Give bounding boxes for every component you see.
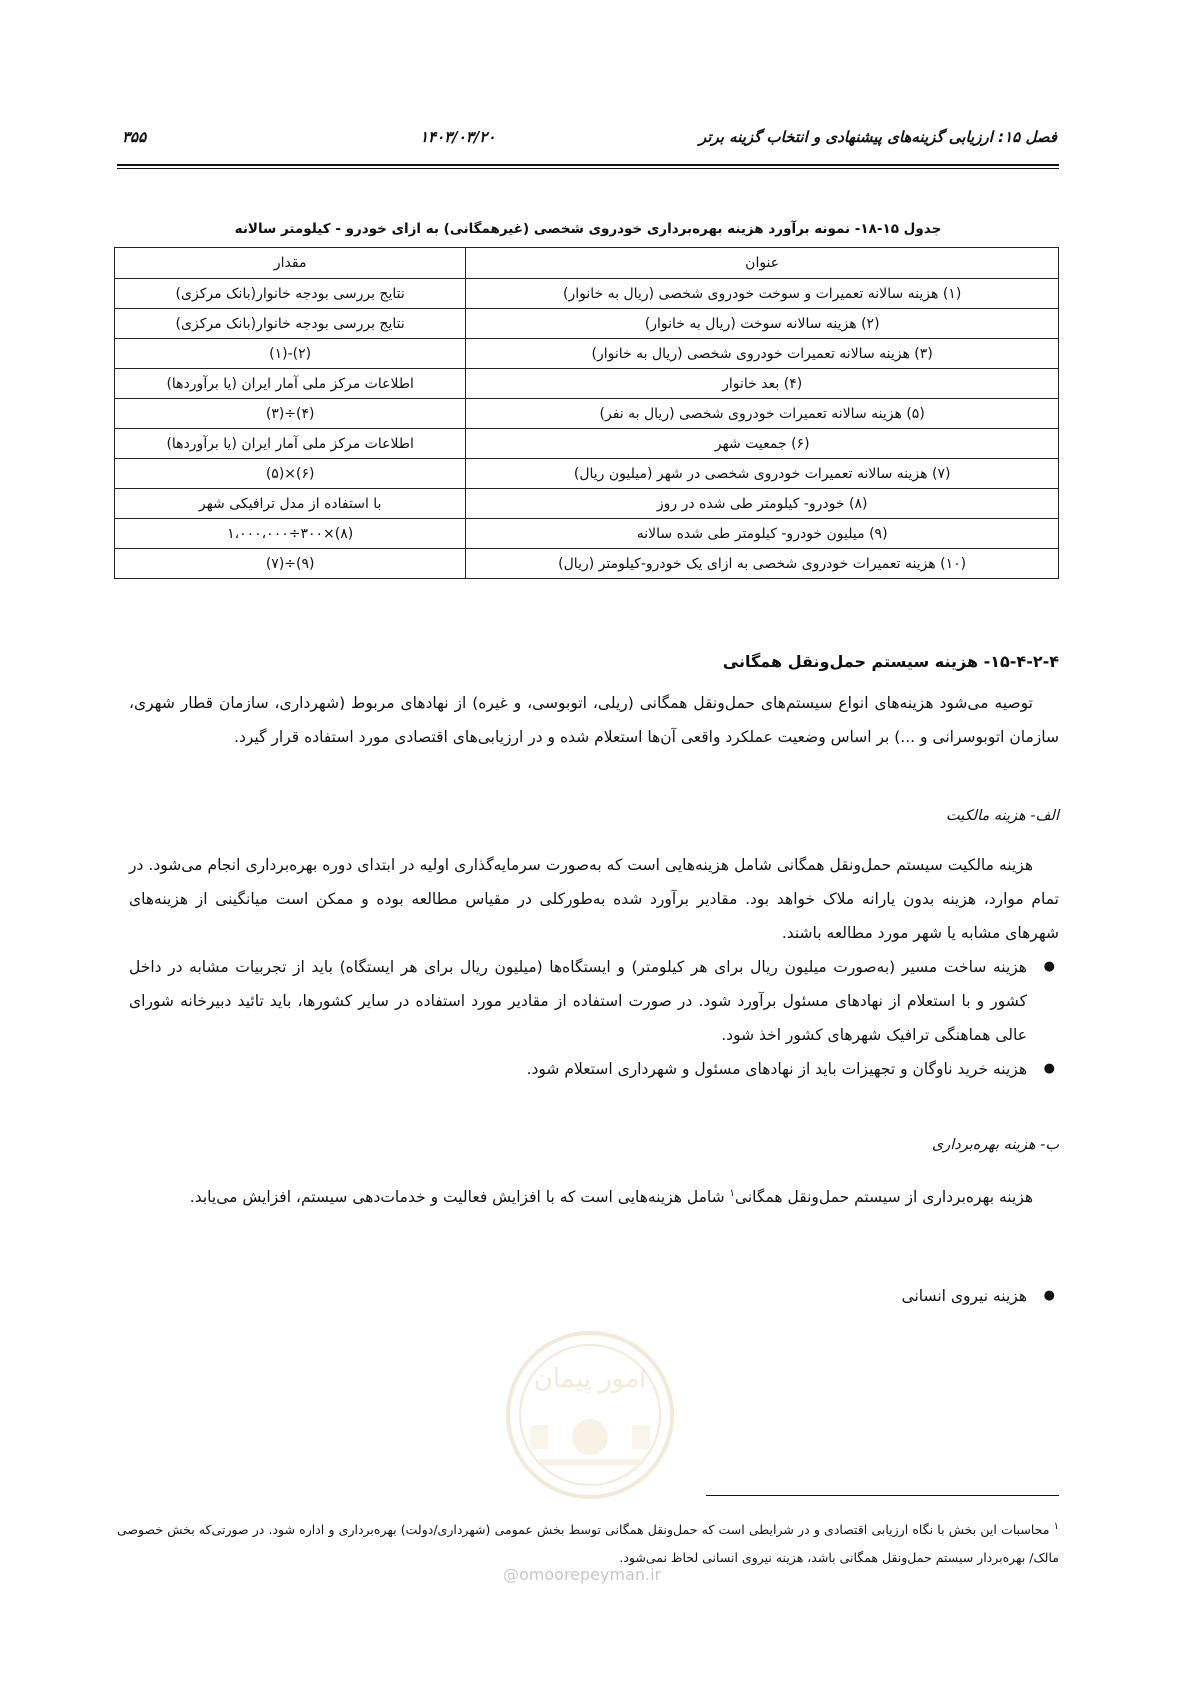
header-rule-thin	[117, 168, 1059, 169]
subheading-operation-cost: ب- هزینه بهره‌برداری	[931, 1137, 1059, 1153]
table-header-row	[115, 248, 1059, 279]
table-cell-title: (۴) بعد خانوار	[466, 369, 1059, 399]
table-row	[115, 489, 1059, 519]
footnote-reference[interactable]: ۱	[729, 1188, 735, 1199]
table-cell-title: (۸) خودرو- کیلومتر طی شده در روز	[466, 489, 1059, 519]
footnote-text: محاسبات این بخش با نگاه ارزیابی اقتصادی و در شرایطی است که حمل‌ونقل همگانی توسط بخش عمومی (شهرداری/دولت) بهره‌برداری و اداره شود. در صورتی‌که بخش خصوصی مالک/ بهره‌بردار سیستم حمل‌ونقل همگانی باشد، هزینه نیروی انسانی لحاظ نمی‌شود.	[117, 1522, 1059, 1566]
cost-estimate-table	[114, 247, 1059, 579]
bullet-icon: ●	[1043, 1061, 1055, 1076]
table-row	[115, 369, 1059, 399]
table-row	[115, 549, 1059, 579]
table-caption: جدول ۱۵-۱۸- نمونه برآورد هزینه بهره‌برداری خودروی شخصی (غیرهمگانی) به ازای خودرو - کیلومتر سالانه	[234, 221, 942, 237]
table-row	[115, 519, 1059, 549]
table-cell-value: (۹)÷(۷)	[115, 549, 466, 579]
operation-cost-text-end: شامل هزینه‌هایی است که با افزایش فعالیت و خدمات‌دهی سیستم، افزایش می‌یابد.	[189, 1188, 730, 1207]
footnote-marker: ۱	[1053, 1521, 1059, 1532]
table-cell-title: (۷) هزینه سالانه تعمیرات خودروی شخصی در شهر (میلیون ریال)	[466, 459, 1059, 489]
list-item	[129, 950, 1059, 1052]
list-item-text: هزینه نیروی انسانی	[901, 1287, 1027, 1305]
table-row	[115, 429, 1059, 459]
operation-cost-paragraph	[129, 1177, 1059, 1214]
table-cell-title: (۹) میلیون خودرو- کیلومتر طی شده سالانه	[466, 519, 1059, 549]
table-cell-title: (۱) هزینه سالانه تعمیرات و سوخت خودروی شخصی (ریال به خانوار)	[466, 279, 1059, 309]
watermark-logo-icon	[495, 1325, 685, 1505]
table-cell-value: (۶)×(۵)	[115, 459, 466, 489]
watermark-logo-text: امور پیمان	[533, 1364, 647, 1394]
table-row	[115, 279, 1059, 309]
table-cell-value: (۲)-(۱)	[115, 339, 466, 369]
list-item-text: هزینه ساخت مسیر (به‌صورت میلیون ریال برای هر کیلومتر) و ایستگاه‌ها (میلیون ریال برای هر ایستگاه) باید از تجربیات مشابه در داخل کشور و با استعلام از نهادهای مسئول برآورد شود. در صورت استفاده از مقادیر مورد استفاده در سایر کشورها، باید تائید دبیرخانه شورای عالی هماهنگی ترافیک شهرهای کشور اخذ شود.	[129, 958, 1027, 1044]
running-header-date: ۱۴۰۳/۰۳/۲۰	[420, 128, 496, 146]
table-cell-value: (۸)×۳۰۰÷۱،۰۰۰،۰۰۰	[115, 519, 466, 549]
list-item	[129, 1279, 1059, 1313]
table-cell-title: (۲) هزینه سالانه سوخت (ریال به خانوار)	[466, 309, 1059, 339]
section-heading: ۱۵-۴-۲-۴- هزینه سیستم حمل‌ونقل همگانی	[722, 652, 1059, 671]
list-item	[129, 1052, 1059, 1086]
table-row	[115, 339, 1059, 369]
intro-paragraph: توصیه می‌شود هزینه‌های انواع سیستم‌های حمل‌ونقل همگانی (ریلی، اتوبوسی، و غیره) از نهادهای مربوط (شهرداری، سازمان قطار شهری، سازمان اتوبوسرانی و ...) بر اساس وضعیت عملکرد واقعی آن‌ها استعلام شده و در ارزیابی‌های اقتصادی مورد استفاده قرار گیرد.	[129, 694, 1059, 746]
table-cell-title: (۵) هزینه سالانه تعمیرات خودروی شخصی (ریال به نفر)	[466, 399, 1059, 429]
header-rule	[117, 164, 1059, 166]
table-cell-value: (۴)÷(۳)	[115, 399, 466, 429]
footnote	[117, 1513, 1059, 1572]
table-cell-value: اطلاعات مرکز ملی آمار ایران (یا برآوردها)	[115, 429, 466, 459]
bullet-icon: ●	[1043, 1288, 1055, 1303]
ownership-cost-paragraph: هزینه مالکیت سیستم حمل‌ونقل همگانی شامل هزینه‌هایی است که به‌صورت سرمایه‌گذاری اولیه در ابتدای دوره بهره‌برداری انجام می‌شود. در تمام موارد، هزینه بدون یارانه ملاک خواهد بود. مقادیر برآورد شده به‌طورکلی در مقیاس مطالعه بوده و ممکن است میانگینی از هزینه‌های شهرهای مشابه یا شهر مورد مطالعه باشند.	[129, 856, 1059, 942]
table-cell-value: نتایج بررسی بودجه خانوار(بانک مرکزی)	[115, 279, 466, 309]
watermark-url: @omoorepeyman.ir	[503, 1565, 662, 1584]
operation-cost-text-start: هزینه بهره‌برداری از سیستم حمل‌ونقل همگانی	[734, 1188, 1033, 1207]
table-cell-title: (۳) هزینه سالانه تعمیرات خودروی شخصی (ریال به خانوار)	[466, 339, 1059, 369]
table-cell-value: نتایج بررسی بودجه خانوار(بانک مرکزی)	[115, 309, 466, 339]
column-header-title: عنوان	[466, 248, 1059, 279]
table-row	[115, 309, 1059, 339]
table-cell-title: (۶) جمعیت شهر	[466, 429, 1059, 459]
page-number: ۳۵۵	[122, 128, 147, 146]
list-item-text: هزینه خرید ناوگان و تجهیزات باید از نهادهای مسئول و شهرداری استعلام شود.	[526, 1060, 1027, 1078]
table-row	[115, 399, 1059, 429]
footnote-rule	[706, 1495, 1059, 1496]
subheading-ownership-cost: الف- هزینه مالکیت	[946, 808, 1059, 824]
table-cell-value: با استفاده از مدل ترافیکی شهر	[115, 489, 466, 519]
column-header-value: مقدار	[115, 248, 466, 279]
running-header-title: فصل ۱۵: ارزیابی گزینه‌های پیشنهادی و انتخاب گزینه برتر	[699, 128, 1057, 146]
table-cell-title: (۱۰) هزینه تعمیرات خودروی شخصی به ازای یک خودرو-کیلومتر (ریال)	[466, 549, 1059, 579]
table-cell-value: اطلاعات مرکز ملی آمار ایران (یا برآوردها)	[115, 369, 466, 399]
table-row	[115, 459, 1059, 489]
bullet-icon: ●	[1043, 959, 1055, 974]
